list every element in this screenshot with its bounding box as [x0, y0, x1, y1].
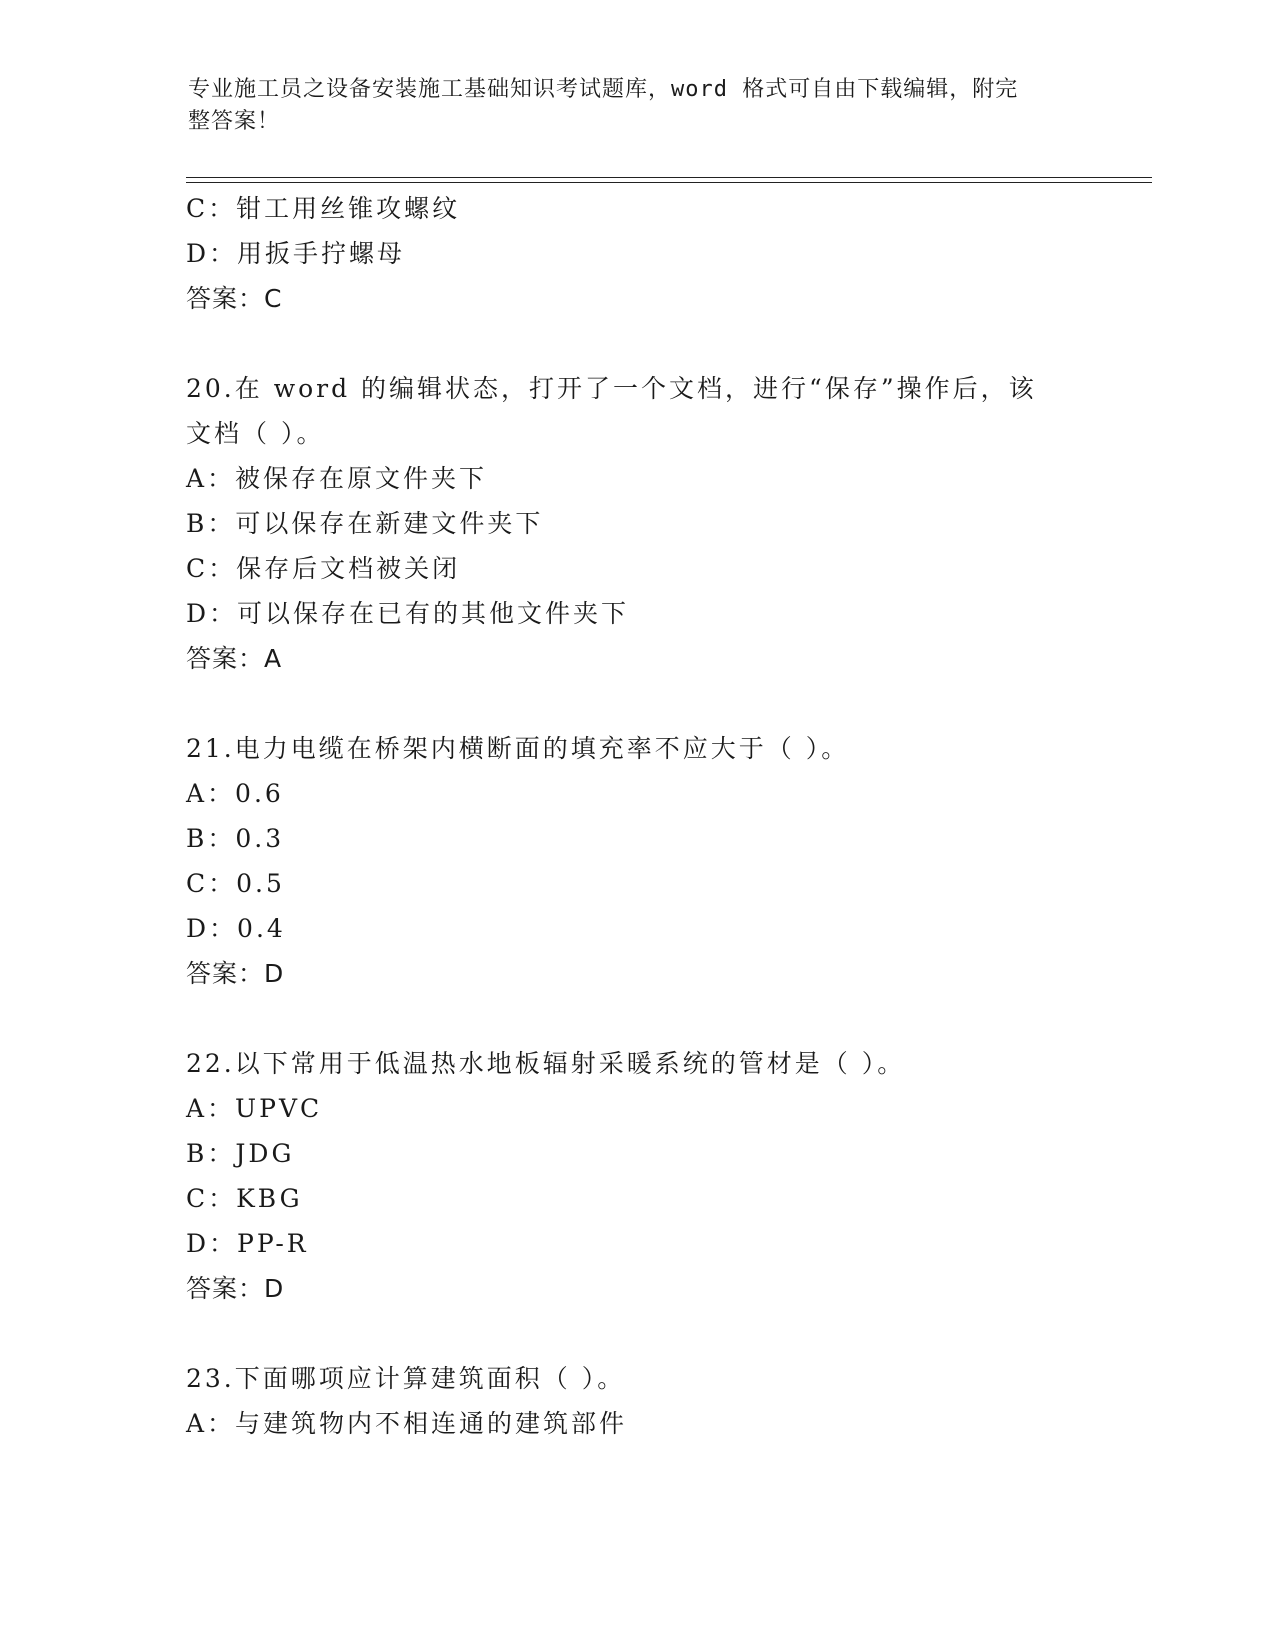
q20-option-b: B：可以保存在新建文件夹下: [186, 509, 544, 538]
q23-stem: 23.下面哪项应计算建筑面积（ ）。: [186, 1364, 626, 1393]
document-header: [188, 74, 1068, 138]
header-line-2: 整答案！: [188, 109, 281, 134]
q19-option-c: C：钳工用丝锥攻螺纹: [186, 194, 461, 223]
q21-option-c: C：0.5: [186, 869, 285, 898]
q21-option-a: A：0.6: [186, 779, 284, 808]
q23-option-a: A：与建筑物内不相连通的建筑部件: [186, 1409, 628, 1438]
q22-stem: 22.以下常用于低温热水地板辐射采暖系统的管材是（ ）。: [186, 1049, 906, 1078]
header-line-1: 专业施工员之设备安装施工基础知识考试题库，word 格式可自由下载编辑，附完: [188, 77, 1019, 102]
q20-option-d: D：可以保存在已有的其他文件夹下: [186, 599, 630, 628]
q20-stem-line-2: 文档（ ）。: [186, 419, 325, 448]
q21-option-d: D：0.4: [186, 914, 286, 943]
q20-stem-line-1: 20.在 word 的编辑状态，打开了一个文档，进行“保存”操作后，该: [186, 374, 1037, 403]
header-divider-bottom: [186, 182, 1152, 183]
q22-option-a: A：UPVC: [186, 1094, 323, 1123]
q21-stem: 21.电力电缆在桥架内横断面的填充率不应大于（ ）。: [186, 734, 850, 763]
q20-option-c: C：保存后文档被关闭: [186, 554, 461, 583]
q20-answer: 答案：A: [186, 644, 283, 673]
q22-option-c: C：KBG: [186, 1184, 303, 1213]
q21-answer: 答案：D: [186, 959, 285, 988]
q22-option-b: B：JDG: [186, 1139, 295, 1168]
q22-option-d: D：PP-R: [186, 1229, 309, 1258]
q22-answer: 答案：D: [186, 1274, 285, 1303]
q19-option-d: D：用扳手拧螺母: [186, 239, 406, 268]
q20-option-a: A：被保存在原文件夹下: [186, 464, 488, 493]
q21-option-b: B：0.3: [186, 824, 285, 853]
header-divider-top: [186, 177, 1152, 178]
q19-answer: 答案：C: [186, 284, 283, 313]
